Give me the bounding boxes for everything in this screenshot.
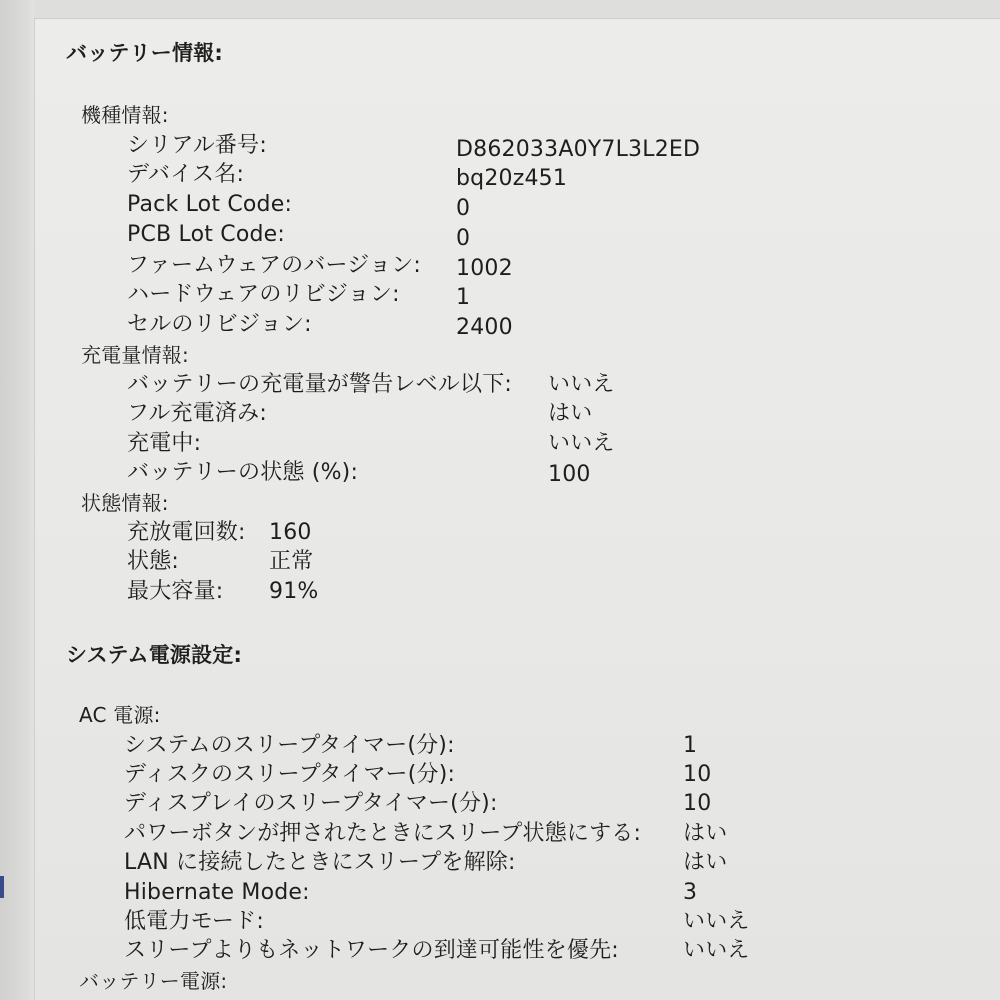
charging-value: いいえ — [548, 431, 615, 456]
hibernate-mode-label: Hibernate Mode: — [124, 880, 310, 905]
ac-power-heading: AC 電源: — [79, 703, 161, 727]
fully-charged-value: はい — [548, 401, 593, 426]
low-power-mode-value: いいえ — [683, 909, 750, 934]
cell-revision-value: 2400 — [456, 315, 513, 340]
network-priority-value: いいえ — [683, 938, 750, 963]
charge-info-heading: 充電量情報: — [81, 343, 189, 367]
wake-on-lan-value: はい — [683, 850, 728, 875]
pack-lot-code-label: Pack Lot Code: — [127, 192, 293, 217]
health-info-heading: 状態情報: — [81, 491, 169, 515]
condition-value: 正常 — [269, 549, 314, 574]
cycle-count-value: 160 — [269, 520, 312, 545]
sidebar-edge — [0, 0, 35, 1000]
device-name-value: bq20z451 — [456, 166, 568, 191]
pcb-lot-code-value: 0 — [456, 226, 471, 251]
battery-power-heading: バッテリー電源: — [79, 969, 228, 993]
battery-info-title: バッテリー情報: — [66, 41, 223, 65]
firmware-version-value: 1002 — [456, 256, 513, 281]
system-sleep-timer-label: システムのスリープタイマー(分): — [124, 733, 455, 758]
disk-sleep-timer-label: ディスクのスリープタイマー(分): — [124, 762, 456, 787]
hardware-revision-value: 1 — [456, 285, 471, 310]
condition-label: 状態: — [127, 549, 180, 574]
firmware-version-label: ファームウェアのバージョン: — [127, 253, 422, 278]
hibernate-mode-value: 3 — [683, 880, 698, 905]
display-sleep-timer-label: ディスプレイのスリープタイマー(分): — [124, 791, 498, 816]
fully-charged-label: フル充電済み: — [127, 401, 267, 426]
battery-state-value: 100 — [548, 462, 591, 487]
wake-on-lan-label: LAN に接続したときにスリープを解除: — [124, 850, 516, 875]
battery-state-label: バッテリーの状態 (%): — [127, 460, 359, 485]
disk-sleep-timer-value: 10 — [683, 762, 712, 787]
hardware-revision-label: ハードウェアのリビジョン: — [127, 282, 400, 307]
window-top-edge — [34, 0, 1000, 19]
charging-label: 充電中: — [127, 431, 202, 456]
power-button-sleep-label: パワーボタンが押されたときにスリープ状態にする: — [124, 821, 642, 846]
serial-number-value: D862033A0Y7L3L2ED — [456, 137, 701, 162]
pcb-lot-code-label: PCB Lot Code: — [127, 222, 285, 247]
system-sleep-timer-value: 1 — [683, 733, 698, 758]
cell-revision-label: セルのリビジョン: — [127, 312, 312, 337]
max-capacity-value: 91% — [269, 579, 319, 604]
max-capacity-label: 最大容量: — [127, 579, 224, 604]
serial-number-label: シリアル番号: — [127, 133, 267, 158]
low-power-mode-label: 低電力モード: — [124, 909, 264, 934]
device-name-label: デバイス名: — [127, 162, 245, 187]
power-button-sleep-value: はい — [683, 821, 728, 846]
model-info-heading: 機種情報: — [81, 103, 169, 127]
charge-warning-label: バッテリーの充電量が警告レベル以下: — [127, 372, 513, 397]
display-sleep-timer-value: 10 — [683, 791, 712, 816]
selection-marker — [0, 876, 4, 898]
pack-lot-code-value: 0 — [456, 196, 471, 221]
power-settings-title: システム電源設定: — [66, 643, 243, 667]
charge-warning-value: いいえ — [548, 372, 615, 397]
network-priority-label: スリープよりもネットワークの到達可能性を優先: — [124, 938, 619, 963]
cycle-count-label: 充放電回数: — [127, 520, 246, 545]
